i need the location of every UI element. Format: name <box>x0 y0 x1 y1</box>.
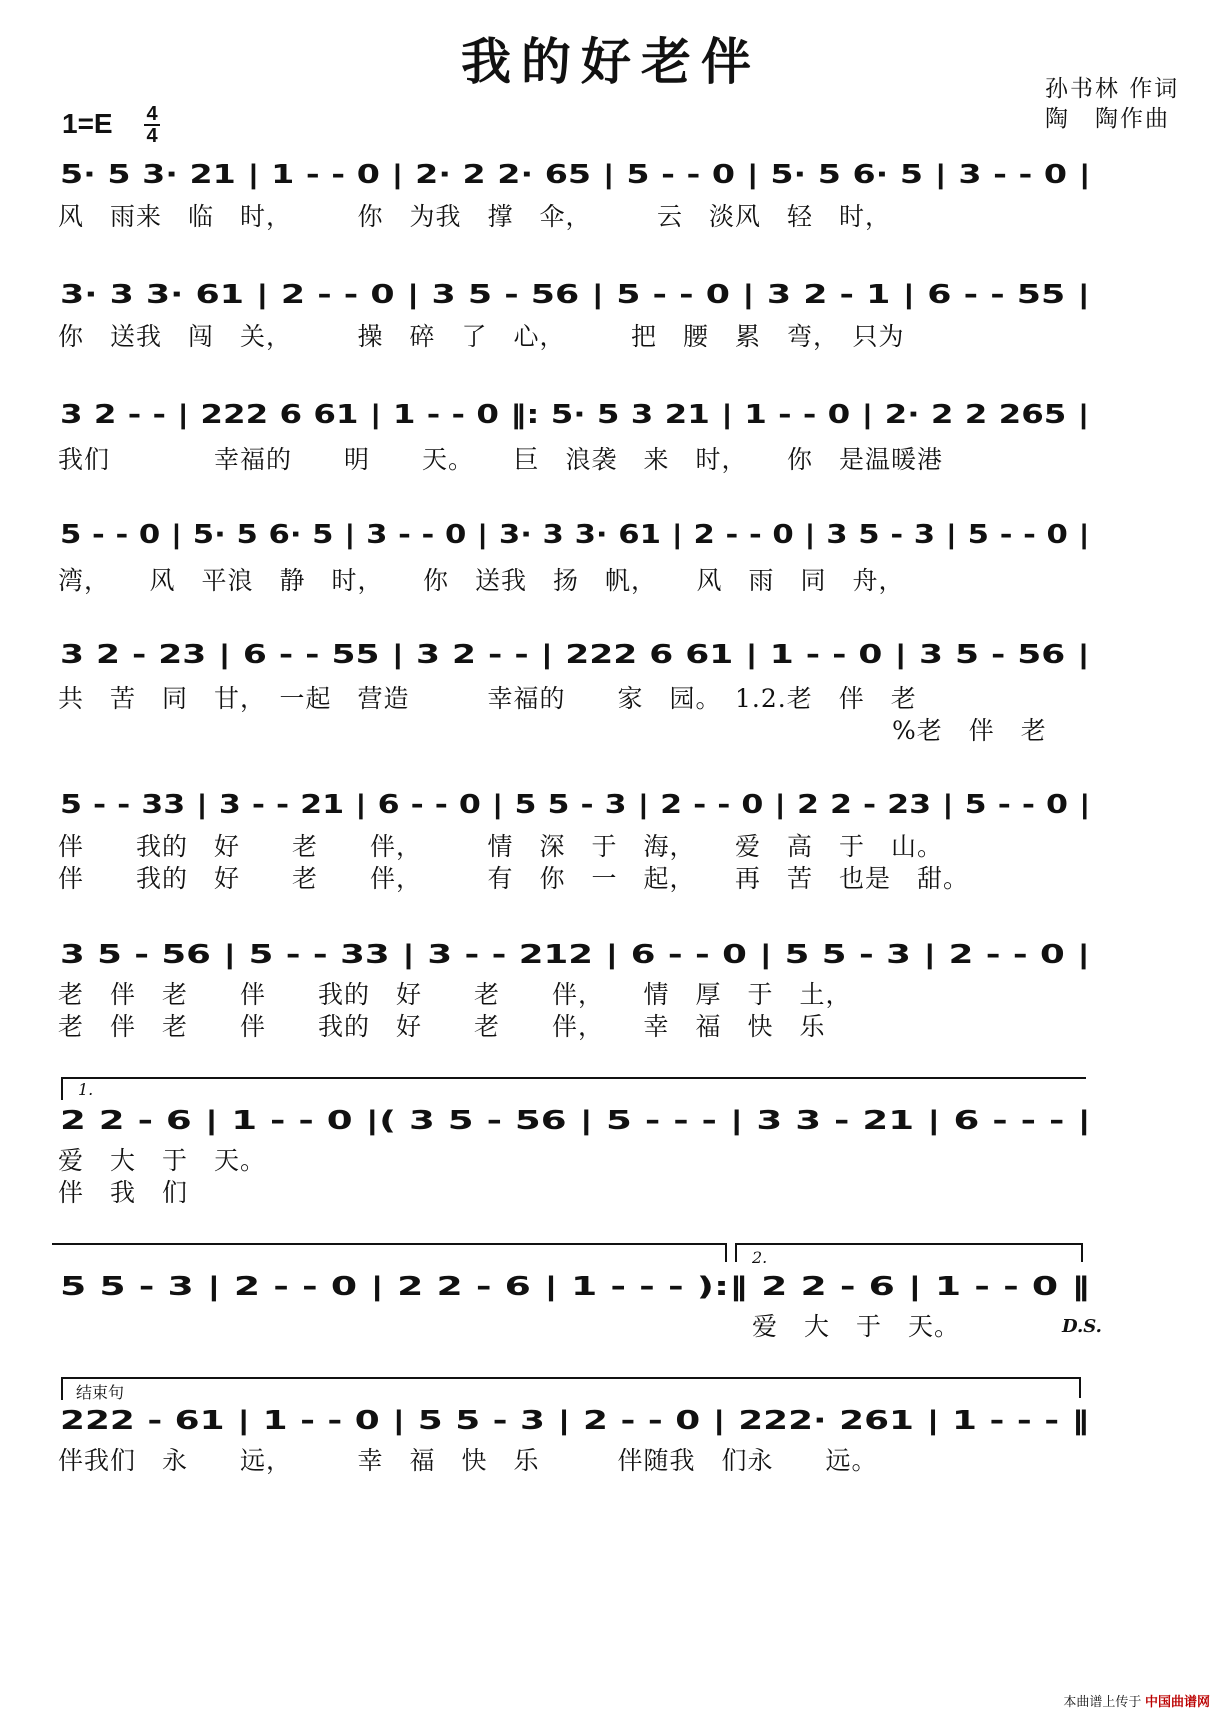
ending-label: 结束句 <box>76 1383 125 1402</box>
notation-row-1: 5· 5 3· 21 | 1 - - 0 | 2· 2 2· 65 | 5 - - 0 | 5· 5 6· 5 | 3 - - 0 | <box>60 160 1091 190</box>
lyric-row-8-verse-2: 伴 我 们 <box>58 1178 189 1207</box>
lyric-row-2: 你 送我 闯 关， 操 碎 了 心， 把 腰 累 弯， 只为 <box>58 322 905 351</box>
notation-row-9: 5 5 - 3 | 2 - - 0 | 2 2 - 6 | 1 - - - ):‖ 2 2 - 6 | 1 - - 0 ‖ <box>60 1272 1091 1302</box>
notation-row-10: 222 - 61 | 1 - - 0 | 5 5 - 3 | 2 - - 0 | 222· 261 | 1 - - - ‖ <box>60 1406 1090 1436</box>
footer-text: 本曲谱上传于 <box>1063 1694 1142 1709</box>
key-signature: 1=E <box>62 108 113 139</box>
lyric-row-5-segno: %老 伴 老 <box>892 716 1047 745</box>
notation-row-4: 5 - - 0 | 5· 5 6· 5 | 3 - - 0 | 3· 3 3· 61 | 2 - - 0 | 3 5 - 3 | 5 - - 0 | <box>60 520 1090 550</box>
volta-1-label: 1. <box>78 1080 94 1099</box>
notation-row-6: 5 - - 33 | 3 - - 21 | 6 - - 0 | 5 5 - 3 | 2 - - 0 | 2 2 - 23 | 5 - - 0 | <box>60 790 1091 820</box>
composer-credit: 陶 陶作曲 <box>1045 106 1170 132</box>
site-logo: 中国曲谱网 <box>1144 1694 1210 1709</box>
lyric-row-5: 共 苦 同 甘， 一起 营造 幸福的 家 园。 1.2.老 伴 老 <box>58 684 917 713</box>
ending-bracket <box>62 1378 1080 1400</box>
notation-row-2: 3· 3 3· 61 | 2 - - 0 | 3 5 - 56 | 5 - - 0 | 3 2 - 1 | 6 - - 55 | <box>60 280 1091 310</box>
lyric-row-10: 伴我们 永 远， 幸 福 快 乐 伴随我 们永 远。 <box>58 1446 878 1475</box>
volta-2-bracket <box>736 1244 1082 1262</box>
lyric-row-3: 我们 幸福的 明 天。 巨 浪袭 来 时， 你 是温暖港 <box>58 445 944 474</box>
lyric-row-9: 爱 大 于 天。 <box>752 1312 961 1341</box>
lyric-row-7-verse-1: 老 伴 老 伴 我的 好 老 伴， 情 厚 于 土， <box>58 980 852 1009</box>
notation-row-3: 3 2 - - | 222 6 61 | 1 - - 0 ‖: 5· 5 3 21 | 1 - - 0 | 2· 2 2 265 | <box>60 400 1090 430</box>
page-title: 我的好老伴 <box>461 32 761 91</box>
time-sig-top: 4 <box>146 103 158 125</box>
notation-row-7: 3 5 - 56 | 5 - - 33 | 3 - - 212 | 6 - - 0 | 5 5 - 3 | 2 - - 0 | <box>60 940 1091 970</box>
notation-row-5: 3 2 - 23 | 6 - - 55 | 3 2 - - | 222 6 61 | 1 - - 0 | 3 5 - 56 | <box>60 640 1090 670</box>
ds-marking: D.S. <box>1062 1316 1102 1337</box>
volta-1-bracket <box>62 1078 1086 1100</box>
time-sig-bottom: 4 <box>146 125 158 147</box>
lyric-row-4: 湾， 风 平浪 静 时， 你 送我 扬 帆， 风 雨 同 舟， <box>58 566 905 595</box>
lyric-row-7-verse-2: 老 伴 老 伴 我的 好 老 伴， 幸 福 快 乐 <box>58 1012 826 1041</box>
lyric-row-6-verse-2: 伴 我的 好 老 伴， 有 你 一 起， 再 苦 也是 甜。 <box>58 864 970 893</box>
notation-row-8: 2 2 - 6 | 1 - - 0 |( 3 5 - 56 | 5 - - - | 3 3 - 21 | 6 - - - | <box>60 1106 1091 1136</box>
lyricist-credit: 孙书林 作词 <box>1045 76 1180 102</box>
volta-1-continuation <box>52 1244 726 1262</box>
volta-2-label: 2. <box>752 1248 768 1267</box>
lyric-row-6-verse-1: 伴 我的 好 老 伴， 情 深 于 海， 爱 高 于 山。 <box>58 832 944 861</box>
lyric-row-1: 风 雨来 临 时， 你 为我 撑 伞， 云 淡风 轻 时， <box>58 202 892 231</box>
lyric-row-8-verse-1: 爱 大 于 天。 <box>58 1146 267 1175</box>
